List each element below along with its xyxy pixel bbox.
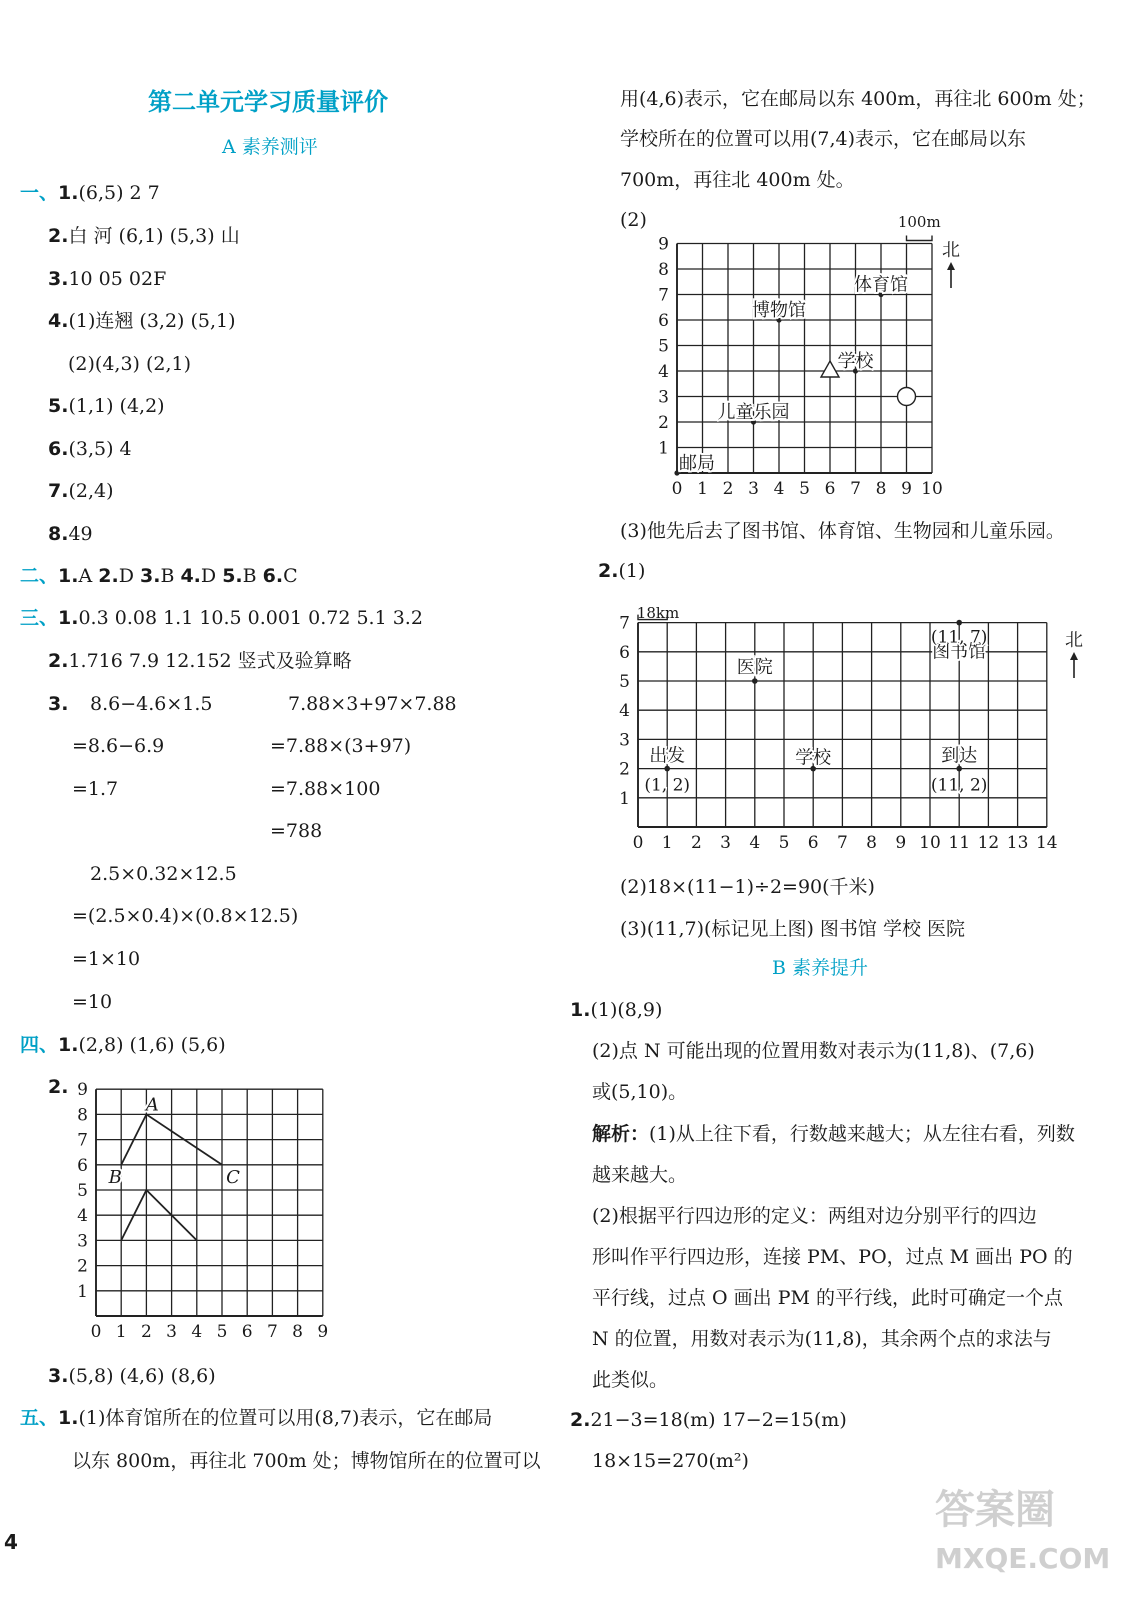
- page-title: 第二单元学习质量评价: [148, 88, 388, 116]
- x-tick-label: 0: [90, 1322, 102, 1342]
- part4-q2-number: 2.: [48, 1076, 69, 1098]
- y-tick-label: 3: [619, 730, 630, 751]
- analysis-line1: 解析：(1)从上往下看，行数越来越大；从左往右看，列数: [592, 1123, 1075, 1145]
- part1-q4: 4.(1)连翘 (3,2) (5,1): [48, 310, 236, 332]
- b-q2-line2: 18×15=270(m²): [592, 1450, 749, 1472]
- x-tick-label: 0: [671, 479, 683, 499]
- x-tick-label: 3: [748, 479, 759, 499]
- calc-right-4: =788: [270, 820, 323, 842]
- place-label: 体育馆: [854, 274, 908, 296]
- b-q1-sub2-line2: 或(5,10)。: [592, 1081, 688, 1103]
- place-point: [956, 620, 962, 626]
- coord-label: (11, 7): [930, 627, 988, 648]
- calc-b-4: =10: [72, 991, 113, 1013]
- part1-q8: 8.49: [48, 523, 93, 545]
- place-point: [956, 766, 962, 772]
- analysis-line3: (2)根据平行四边形的定义：两组对边分别平行的四边: [592, 1205, 1037, 1227]
- calc-b-3: =1×10: [72, 948, 141, 970]
- analysis-line5: 平行线，过点 O 画出 PM 的平行线，此时可确定一个点: [592, 1287, 1063, 1309]
- part3-q2: 2.1.716 7.9 12.152 竖式及验算略: [48, 650, 352, 672]
- part5-q1-line2: 以东 800m，再往北 700m 处；博物馆所在的位置可以: [72, 1450, 541, 1472]
- place-label: 到达: [941, 745, 978, 767]
- y-tick-label: 1: [619, 788, 630, 809]
- y-tick-label: 5: [77, 1180, 88, 1201]
- place-label: 医院: [736, 657, 773, 678]
- place-label: 出发: [649, 745, 686, 767]
- x-tick-label: 14: [1035, 833, 1058, 853]
- calc-right-1: 7.88×3+97×7.88: [288, 693, 457, 715]
- x-tick-label: 13: [1006, 833, 1029, 853]
- watermark-logo: 答案圈: [935, 1487, 1055, 1533]
- north-arrow-head: [1070, 652, 1078, 660]
- part5-cont-1: 用(4,6)表示，它在邮局以东 400m，再往北 600m 处；: [620, 88, 1096, 110]
- y-tick-label: 7: [658, 285, 669, 306]
- y-tick-label: 5: [658, 336, 669, 357]
- triangle-marker: [821, 361, 839, 377]
- place-label: 学校: [795, 747, 832, 769]
- y-tick-label: 3: [658, 387, 669, 408]
- y-tick-label: 6: [658, 310, 669, 331]
- place-label: 儿童乐园: [717, 402, 790, 423]
- part5-cont-2: 学校所在的位置可以用(7,4)表示，它在邮局以东: [620, 128, 1027, 150]
- part2-answers: 二、1.A 2.D 3.B 4.D 5.B 6.C: [20, 565, 298, 587]
- y-tick-label: 4: [77, 1206, 88, 1227]
- part5-q2: 2.(1): [598, 560, 646, 582]
- x-tick-label: 0: [632, 833, 644, 853]
- part5-sub3: (3)他先后去了图书馆、体育馆、生物园和儿童乐园。: [620, 520, 1065, 542]
- calc-left-3: =1.7: [72, 778, 119, 800]
- y-tick-label: 9: [77, 1080, 88, 1101]
- part5-cont-3: 700m，再往北 400m 处。: [620, 169, 855, 191]
- part1-q5: 5.(1,1) (4,2): [48, 395, 165, 417]
- calc-b-1: 2.5×0.32×12.5: [90, 863, 237, 885]
- x-tick-label: 6: [824, 479, 836, 499]
- x-tick-label: 9: [895, 833, 907, 853]
- analysis-line6: N 的位置，用数对表示为(11,8)，其余两个点的求法与: [592, 1328, 1052, 1350]
- calc-left-2: =8.6−6.9: [72, 735, 165, 757]
- place-label: 学校: [837, 351, 874, 372]
- part1-q3: 3.10 05 02F: [48, 268, 167, 290]
- y-tick-label: 8: [77, 1105, 88, 1126]
- y-tick-label: 6: [619, 642, 630, 663]
- b-q1: 1.(1)(8,9): [570, 999, 663, 1021]
- scale-label: 18km: [636, 604, 680, 622]
- x-tick-label: 11: [948, 833, 971, 853]
- grid-map-route: [612, 598, 1092, 858]
- part1-q4-2: (2)(4,3) (2,1): [68, 353, 192, 375]
- grid-map-post-office: [640, 210, 970, 505]
- scale-label: 100m: [897, 213, 941, 231]
- part5-q1-line1: 五、1.(1)体育馆所在的位置可以用(8,7)表示，它在邮局: [20, 1407, 493, 1429]
- calc-b-2: =(2.5×0.4)×(0.8×12.5): [72, 905, 299, 927]
- y-tick-label: 6: [77, 1155, 88, 1176]
- point-a-label: A: [145, 1094, 159, 1116]
- watermark-url: MXQE.COM: [935, 1542, 1111, 1575]
- x-tick-label: 5: [778, 833, 790, 853]
- b-q2-line1: 2.21−3=18(m) 17−2=15(m): [570, 1409, 847, 1431]
- x-tick-label: 4: [749, 833, 761, 853]
- part4-q1: 四、1.(2,8) (1,6) (5,6): [20, 1034, 226, 1056]
- part5-q2-sub3: (3)(11,7)(标记见上图) 图书馆 学校 医院: [620, 918, 965, 940]
- y-tick-label: 2: [77, 1256, 88, 1277]
- x-tick-label: 4: [191, 1322, 203, 1342]
- coord-label: (1, 2): [644, 775, 691, 796]
- x-tick-label: 4: [773, 479, 785, 499]
- section-a-header: A 素养测评: [222, 136, 318, 158]
- part1-q1: 一、1.(6,5) 2 7: [20, 182, 160, 204]
- north-arrow-head: [947, 262, 955, 270]
- point-c-label: C: [226, 1166, 240, 1188]
- x-tick-label: 5: [799, 479, 810, 499]
- x-tick-label: 3: [166, 1322, 178, 1342]
- y-tick-label: 2: [658, 412, 669, 433]
- b-q1-sub2-line1: (2)点 N 可能出现的位置用数对表示为(11,8)、(7,6): [592, 1040, 1035, 1062]
- north-label: 北: [1065, 630, 1083, 651]
- analysis-line4: 形叫作平行四边形，连接 PM、PO，过点 M 画出 PO 的: [592, 1246, 1073, 1268]
- x-tick-label: 2: [722, 479, 734, 499]
- part1-q7: 7.(2,4): [48, 480, 114, 502]
- x-tick-label: 1: [115, 1322, 127, 1342]
- y-tick-label: 9: [658, 234, 669, 255]
- y-tick-label: 5: [619, 671, 630, 692]
- x-tick-label: 5: [216, 1322, 228, 1342]
- place-label: 邮局: [679, 453, 715, 474]
- y-tick-label: 3: [77, 1231, 88, 1252]
- part3-q1: 三、1.0.3 0.08 1.1 10.5 0.001 0.72 5.1 3.2: [20, 607, 423, 629]
- x-tick-label: 8: [866, 833, 878, 853]
- scale-bar: [907, 236, 933, 241]
- x-tick-label: 3: [720, 833, 732, 853]
- section-b-header: B 素养提升: [772, 957, 869, 979]
- y-tick-label: 7: [619, 613, 630, 634]
- point-b-label: B: [108, 1166, 122, 1188]
- x-tick-label: 9: [901, 479, 912, 499]
- y-tick-label: 1: [658, 438, 669, 459]
- x-tick-label: 7: [266, 1322, 278, 1342]
- x-tick-label: 9: [317, 1322, 329, 1342]
- place-label: 博物馆: [752, 300, 806, 321]
- x-tick-label: 6: [807, 833, 819, 853]
- x-tick-label: 8: [875, 479, 887, 499]
- part5-sub2-label: (2): [620, 209, 647, 231]
- x-tick-label: 12: [977, 833, 1000, 853]
- y-tick-label: 8: [658, 259, 669, 280]
- y-tick-label: 1: [77, 1281, 88, 1302]
- circle-marker: [898, 388, 916, 406]
- analysis-line2: 越来越大。: [592, 1164, 688, 1186]
- north-label: 北: [942, 240, 960, 261]
- x-tick-label: 8: [292, 1322, 304, 1342]
- x-tick-label: 1: [661, 833, 673, 853]
- calc-left-1: 8.6−4.6×1.5: [90, 693, 213, 715]
- x-tick-label: 2: [140, 1322, 152, 1342]
- page-number: 4: [4, 1530, 18, 1554]
- part3-q3-number: 3.: [48, 693, 69, 715]
- y-tick-label: 2: [619, 759, 630, 780]
- x-tick-label: 10: [921, 479, 943, 499]
- y-tick-label: 4: [619, 701, 630, 722]
- coord-label: (11, 2): [930, 775, 988, 796]
- x-tick-label: 1: [697, 479, 708, 499]
- x-tick-label: 2: [690, 833, 702, 853]
- place-point: [664, 766, 670, 772]
- x-tick-label: 6: [241, 1322, 253, 1342]
- place-label: 图书馆: [932, 641, 987, 663]
- y-tick-label: 4: [658, 361, 669, 382]
- part5-q2-sub2: (2)18×(11−1)÷2=90(千米): [620, 876, 875, 898]
- place-point: [752, 678, 758, 684]
- part4-q3: 3.(5,8) (4,6) (8,6): [48, 1365, 216, 1387]
- x-tick-label: 7: [850, 479, 861, 499]
- part1-q2: 2.白 河 (6,1) (5,3) 山: [48, 225, 240, 247]
- grid-figure-triangles: [70, 1078, 340, 1348]
- y-tick-label: 7: [77, 1130, 88, 1151]
- x-tick-label: 10: [919, 833, 941, 853]
- calc-right-3: =7.88×100: [270, 778, 381, 800]
- x-tick-label: 7: [836, 833, 848, 853]
- part1-q6: 6.(3,5) 4: [48, 438, 132, 460]
- analysis-line7: 此类似。: [592, 1369, 669, 1391]
- calc-right-2: =7.88×(3+97): [270, 735, 412, 757]
